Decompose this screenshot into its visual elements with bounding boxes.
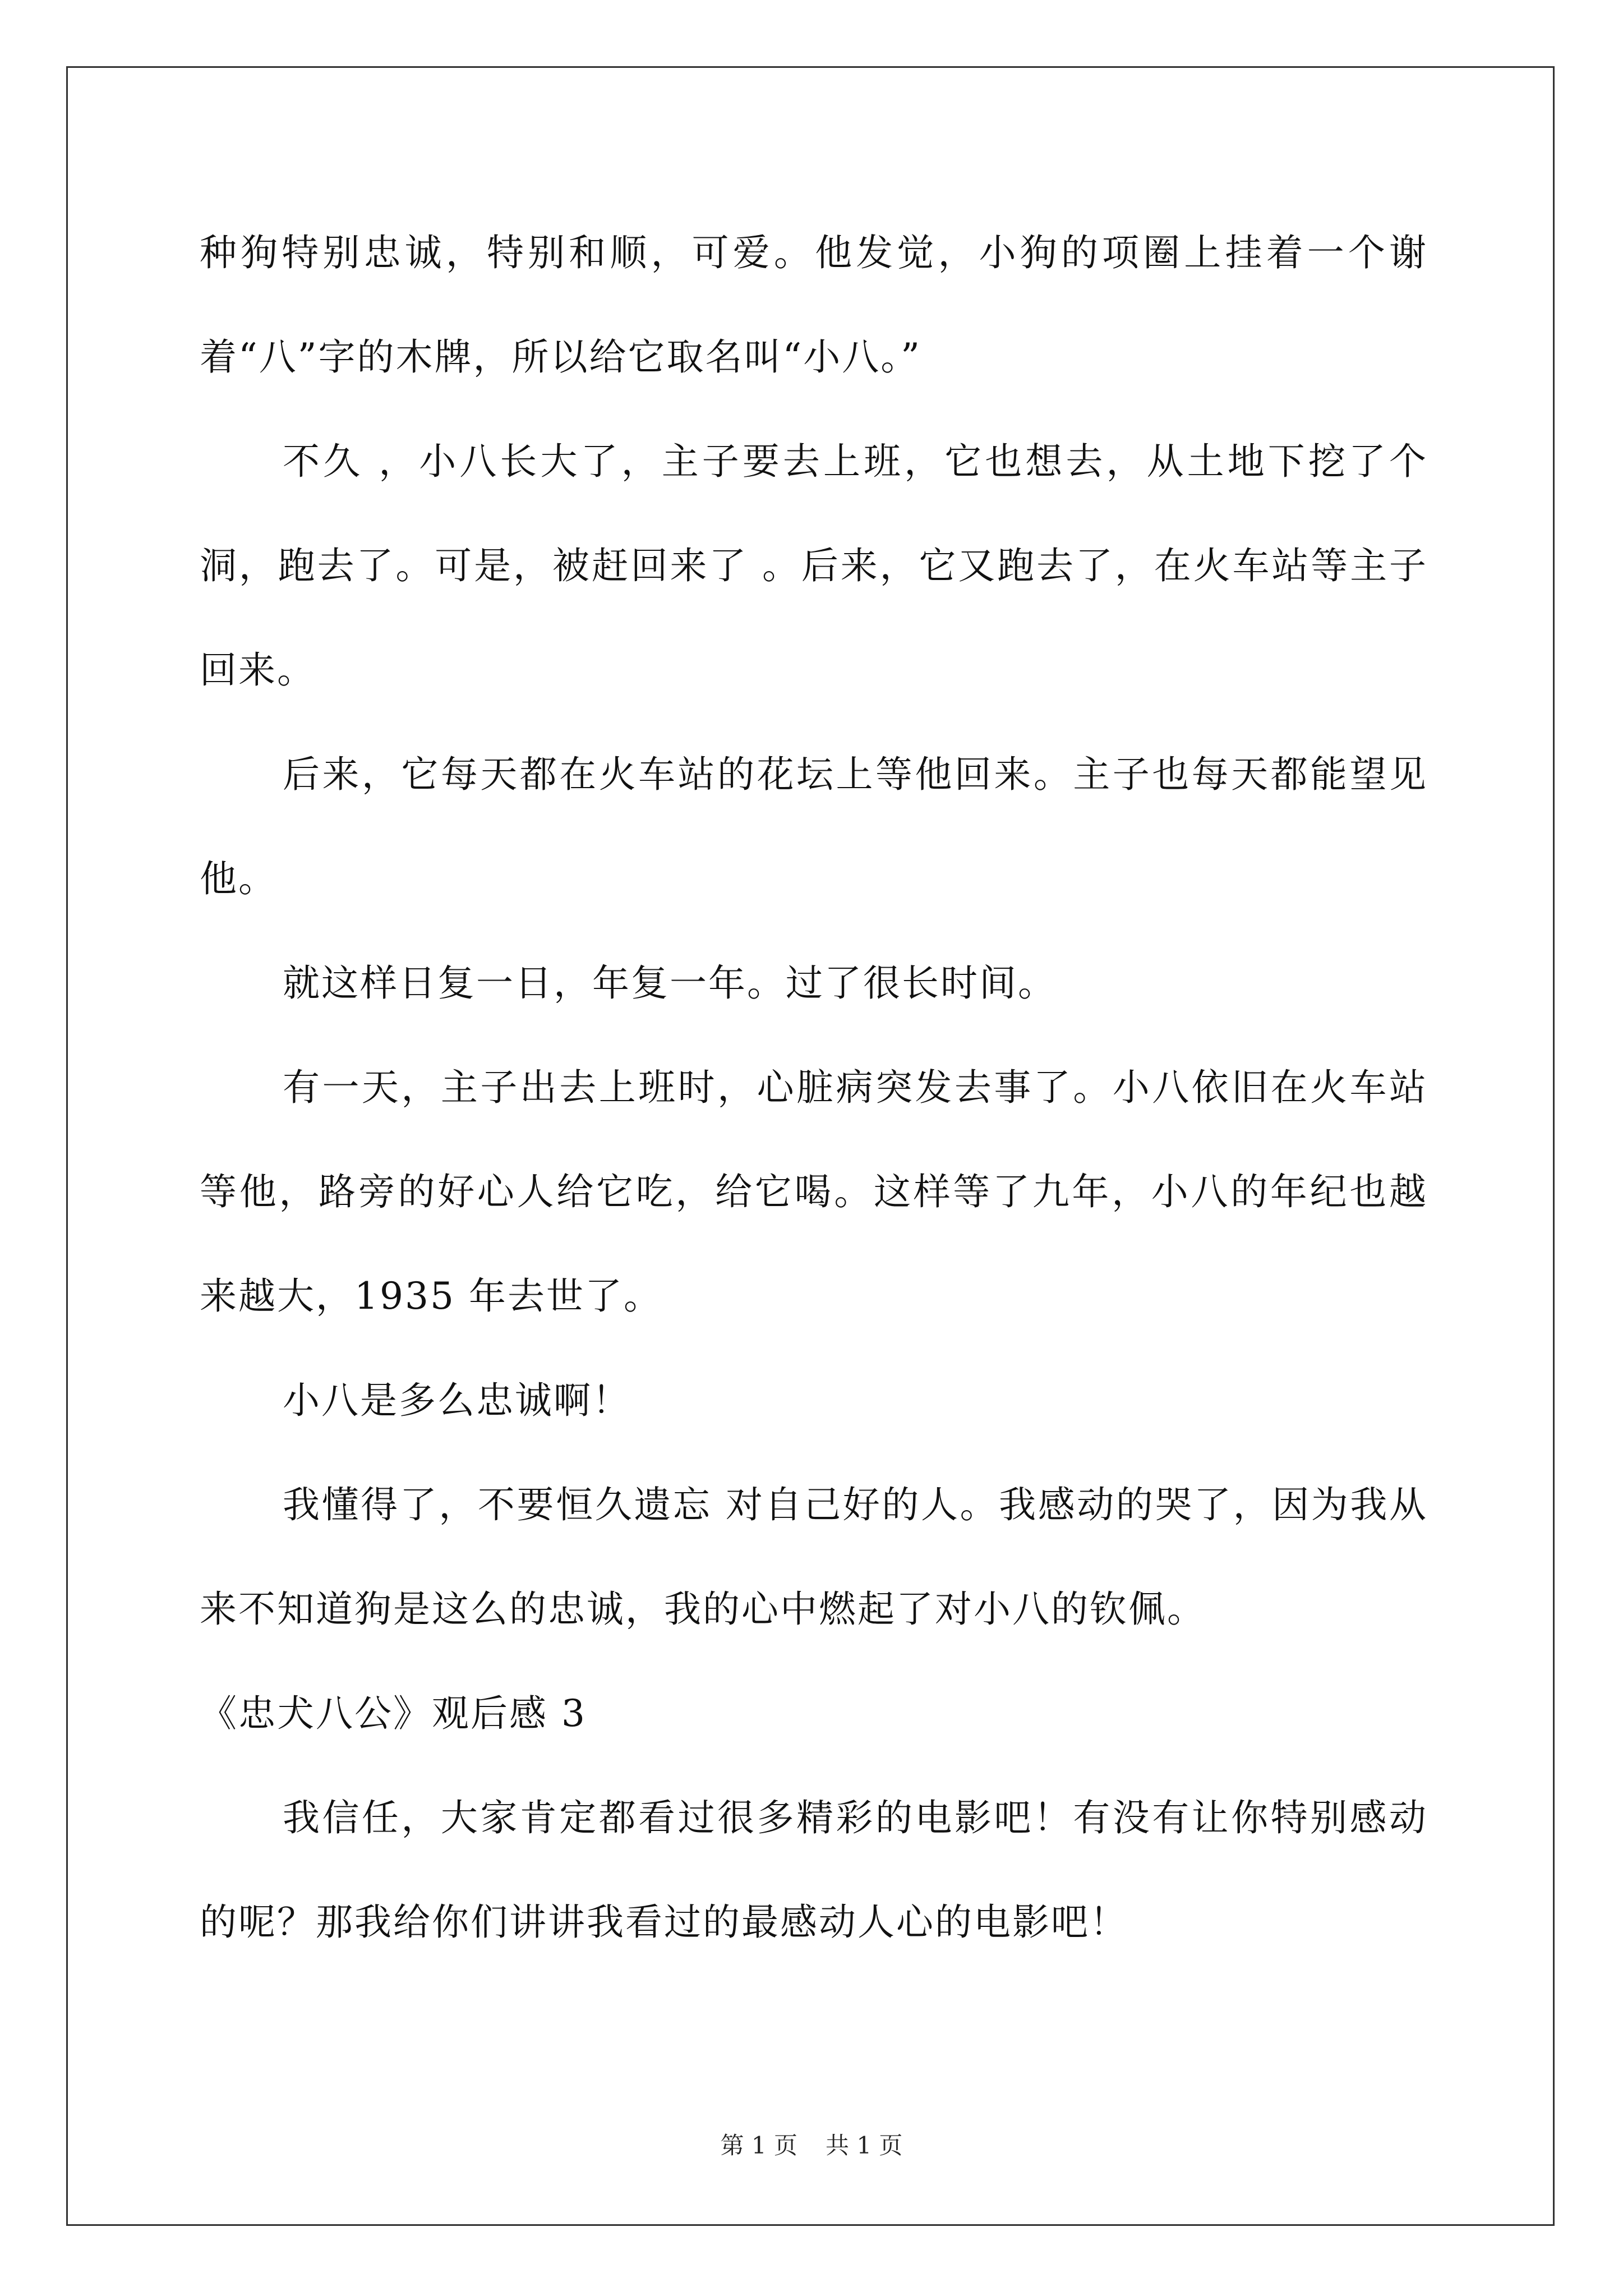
page-footer — [0, 2132, 1623, 2160]
paragraph: 我信任，大家肯定都看过很多精彩的电影吧！有没有让你特别感动的呢？那我给你们讲讲我看过的最感动人心的电影吧！ — [200, 1796, 1428, 1944]
page-number: 第 1 页 — [720, 2132, 797, 2159]
paragraph: 我懂得了，不要恒久遗忘 对自己好的人。我感动的哭了，因为我从来不知道狗是这么的忠诚，我的心中燃起了对小八的钦佩。 — [200, 1483, 1428, 1631]
document-body — [200, 201, 1428, 1975]
paragraph: 不久 ，小八长大了，主子要去上班，它也想去，从土地下挖了个洞，跑去了。可是，被赶回来了 。后来，它又跑去了，在火车站等主子回来。 — [200, 440, 1428, 692]
paragraph: 种狗特别忠诚，特别和顺，可爱。他发觉，小狗的项圈上挂着一个谢着“八”字的木牌，所以给它取名叫“小八。” — [200, 231, 1428, 379]
section-heading: 《忠犬八公》观后感 3 — [200, 1692, 587, 1735]
paragraph: 有一天，主子出去上班时，心脏病突发去事了。小八依旧在火车站等他，路旁的好心人给它吃，给它喝。这样等了九年，小八的年纪也越来越大，1935 年去世了。 — [200, 1066, 1428, 1318]
paragraph: 后来，它每天都在火车站的花坛上等他回来。主子也每天都能望见他。 — [200, 753, 1428, 900]
paragraph: 小八是多么忠诚啊！ — [283, 1379, 631, 1422]
paragraph: 就这样日复一日，年复一年。过了很长时间。 — [283, 961, 1057, 1005]
page-total: 共 1 页 — [826, 2132, 903, 2159]
